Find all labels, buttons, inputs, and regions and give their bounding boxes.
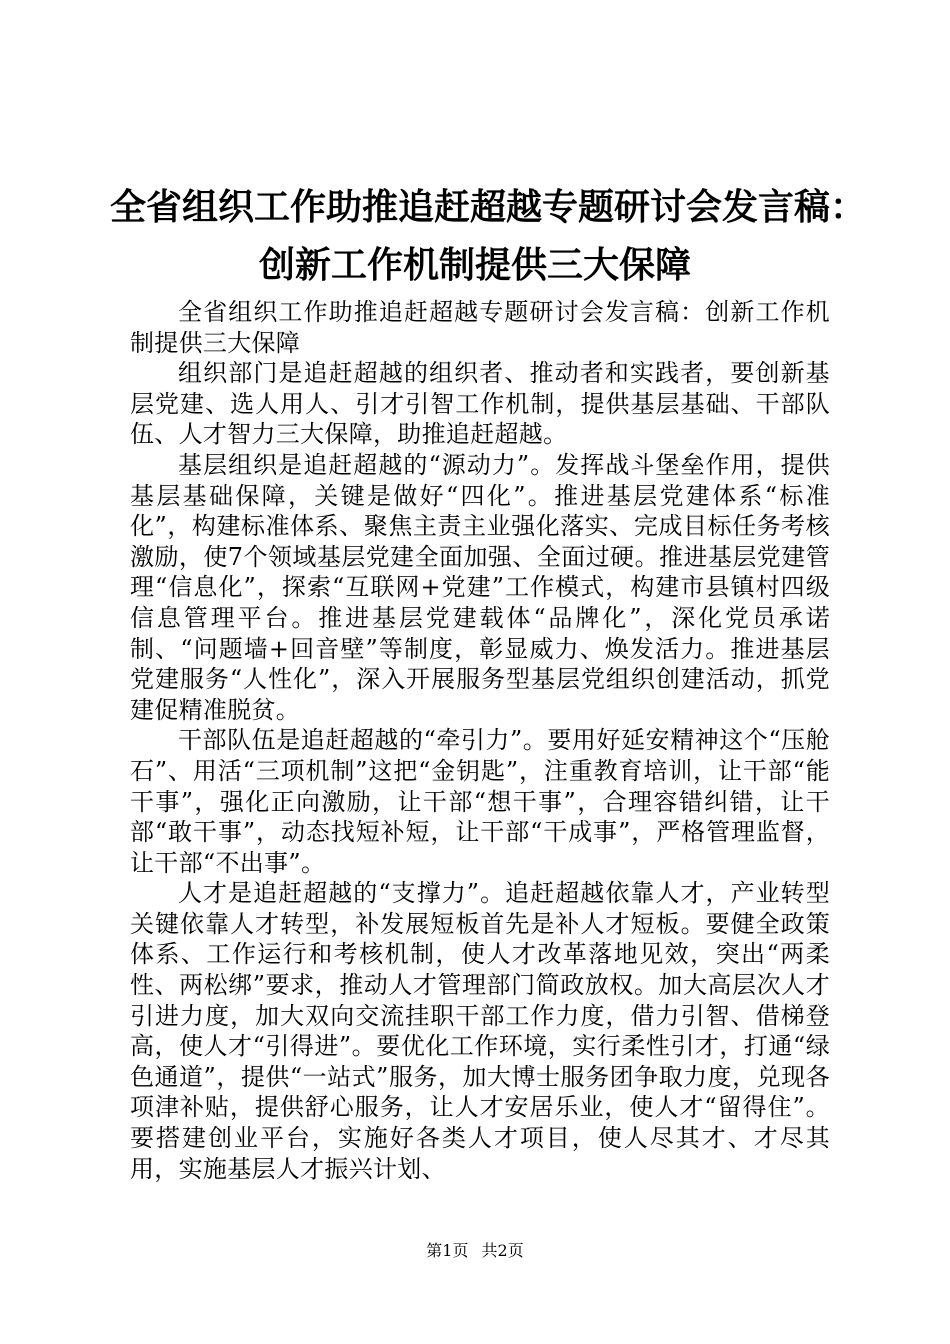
- paragraph: 基层组织是追赶超越的“源动力”。发挥战斗堡垒作用，提供基层基础保障，关键是做好“四化”。推进基层党建体系“标准化”，构建标准体系、聚焦主责主业强化落实、完成目标任务考核激励，使7个领域基层党建全面加强、全面过硬。推进基层党建管理“信息化”，探索“互联网+党建”工作模式，构建市县镇村四级信息管理平台。推进基层党建载体“品牌化”，深化党员承诺制、“问题墙+回音壁”等制度，彰显威力、焕发活力。推进基层党建服务“人性化”，深入开展服务型基层党组织创建活动，抓党建促精准脱贫。: [130, 450, 830, 724]
- document-title-line2: 创新工作机制提供三大保障: [258, 245, 691, 286]
- document-body: [130, 297, 830, 1184]
- page-number: 第1页: [426, 1241, 469, 1260]
- page-footer: [0, 1241, 950, 1261]
- paragraph: 组织部门是追赶超越的组织者、推动者和实践者，要创新基层党建、选人用人、引才引智工作机制，提供基层基础、干部队伍、人才智力三大保障，助推追赶超越。: [130, 359, 830, 449]
- paragraph: 全省组织工作助推追赶超越专题研讨会发言稿：创新工作机制提供三大保障: [130, 298, 830, 357]
- paragraph: 干部队伍是追赶超越的“牵引力”。要用好延安精神这个“压舱石”、用活“三项机制”这把“金钥匙”，注重教育培训，让干部“能干事”，强化正向激励，让干部“想干事”，合理容错纠错，让干部“敢干事”，动态找短补短，让干部“干成事”，严格管理监督，让干部“不出事”。: [130, 726, 830, 877]
- paragraph: 人才是追赶超越的“支撑力”。追赶超越依靠人才，产业转型关键依靠人才转型，补发展短板首先是补人才短板。要健全政策体系、工作运行和考核机制，使人才改革落地见效，突出“两柔性、两松绑”要求，推动人才管理部门简政放权。加大高层次人才引进力度，加大双向交流挂职干部工作力度，借力引智、借梯登高，使人才“引得进”。要优化工作环境，实行柔性引才，打通“绿色通道”，提供“一站式”服务，加大博士服务团争取力度，兑现各项津补贴，提供舒心服务，让人才安居乐业，使人才“留得住”。要搭建创业平台，实施好各类人才项目，使人尽其才、才尽其用，实施基层人才振兴计划、: [130, 879, 830, 1183]
- document-title-line1: 全省组织工作助推追赶超越专题研讨会发言稿：: [110, 187, 867, 228]
- page-total: 共2页: [481, 1241, 524, 1260]
